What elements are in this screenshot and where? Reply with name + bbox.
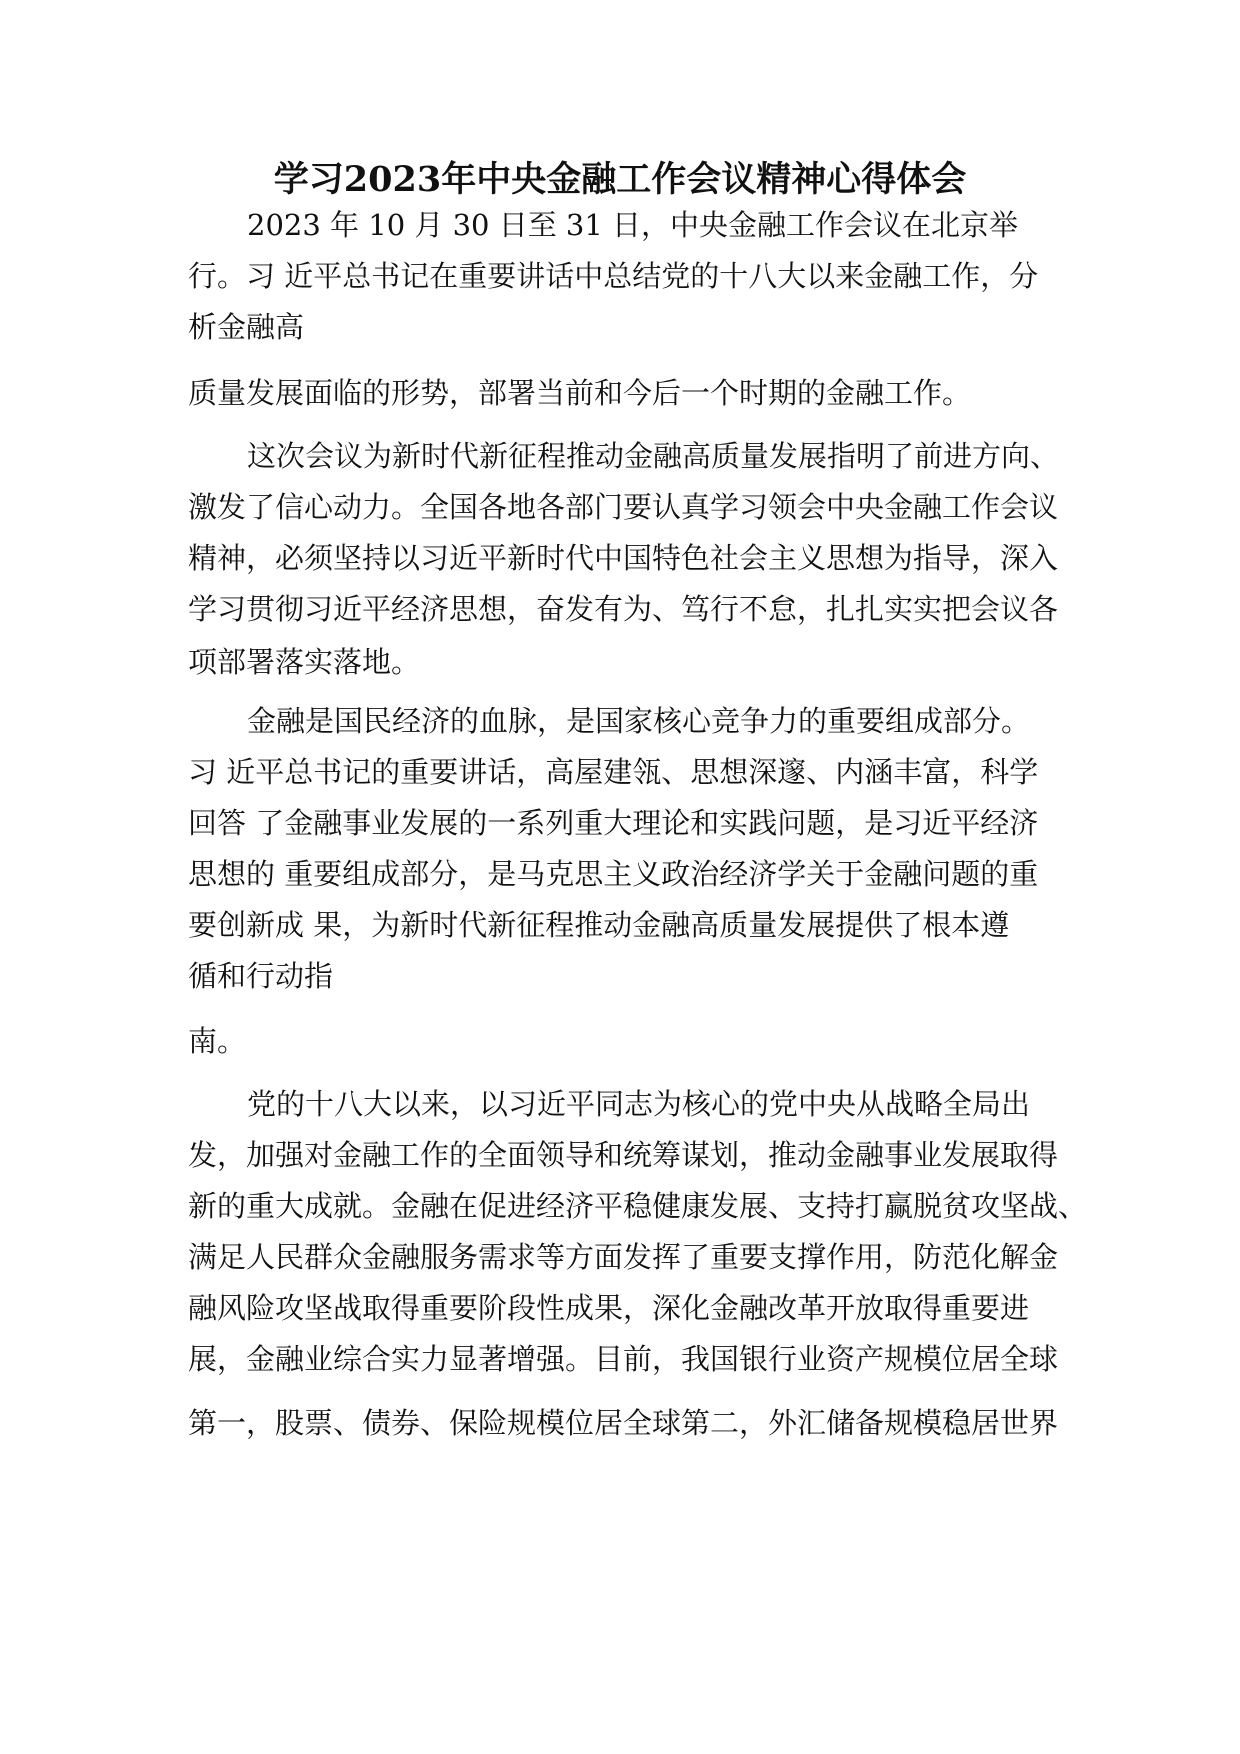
paragraph-line: 行。习 近平总书记在重要讲话中总结党的十八大以来金融工作，分 — [188, 259, 1039, 293]
paragraph-line: 新的重大成就。金融在促进经济平稳健康发展、支持打赢脱贫攻坚战、 — [188, 1189, 1088, 1223]
paragraph-line: 南。 — [188, 1024, 247, 1058]
paragraph-line: 展，金融业综合实力显著增强。目前，我国银行业资产规模位居全球 — [188, 1342, 1059, 1376]
paragraph-line: 第一，股票、债券、保险规模位居全球第二，外汇储备规模稳居世界 — [188, 1406, 1059, 1440]
paragraph-line: 党的十八大以来，以习近平同志为核心的党中央从战略全局出 — [247, 1087, 1031, 1121]
paragraph-line: 满足人民群众金融服务需求等方面发挥了重要支撑作用，防范化解金 — [188, 1240, 1059, 1274]
paragraph-line: 精神，必须坚持以习近平新时代中国特色社会主义思想为指导，深入 — [188, 541, 1059, 575]
paragraph-line: 循和行动指 — [188, 959, 334, 993]
paragraph-line: 金融是国民经济的血脉，是国家核心竞争力的重要组成部分。 — [247, 704, 1031, 738]
paragraph-line: 发，加强对金融工作的全面领导和统筹谋划，推动金融事业发展取得 — [188, 1138, 1059, 1172]
paragraph-line: 回答 了金融事业发展的一系列重大理论和实践问题，是习近平经济 — [188, 806, 1039, 840]
paragraph-line: 激发了信心动力。全国各地各部门要认真学习领会中央金融工作会议 — [188, 490, 1059, 524]
paragraph-line: 学习贯彻习近平经济思想，奋发有为、笃行不怠，扎扎实实把会议各 — [188, 592, 1059, 626]
paragraph-line: 思想的 重要组成部分，是马克思主义政治经济学关于金融问题的重 — [188, 857, 1039, 891]
paragraph-line: 质量发展面临的形势，部署当前和今后一个时期的金融工作。 — [188, 376, 972, 410]
paragraph-line: 这次会议为新时代新征程推动金融高质量发展指明了前进方向、 — [247, 439, 1060, 473]
paragraph-line: 融风险攻坚战取得重要阶段性成果，深化金融改革开放取得重要进 — [188, 1291, 1030, 1325]
paragraph-line: 2023 年 10 月 30 日至 31 日，中央金融工作会议在北京举 — [247, 208, 1019, 242]
paragraph-line: 习 近平总书记的重要讲话，高屋建瓴、思想深邃、内涵丰富，科学 — [188, 755, 1039, 789]
paragraph-line: 要创新成 果，为新时代新征程推动金融高质量发展提供了根本遵 — [188, 908, 1010, 942]
paragraph-line: 析金融高 — [188, 310, 305, 344]
paragraph-line: 项部署落实落地。 — [188, 645, 421, 679]
document-title: 学习2023年中央金融工作会议精神心得体会 — [273, 159, 967, 200]
